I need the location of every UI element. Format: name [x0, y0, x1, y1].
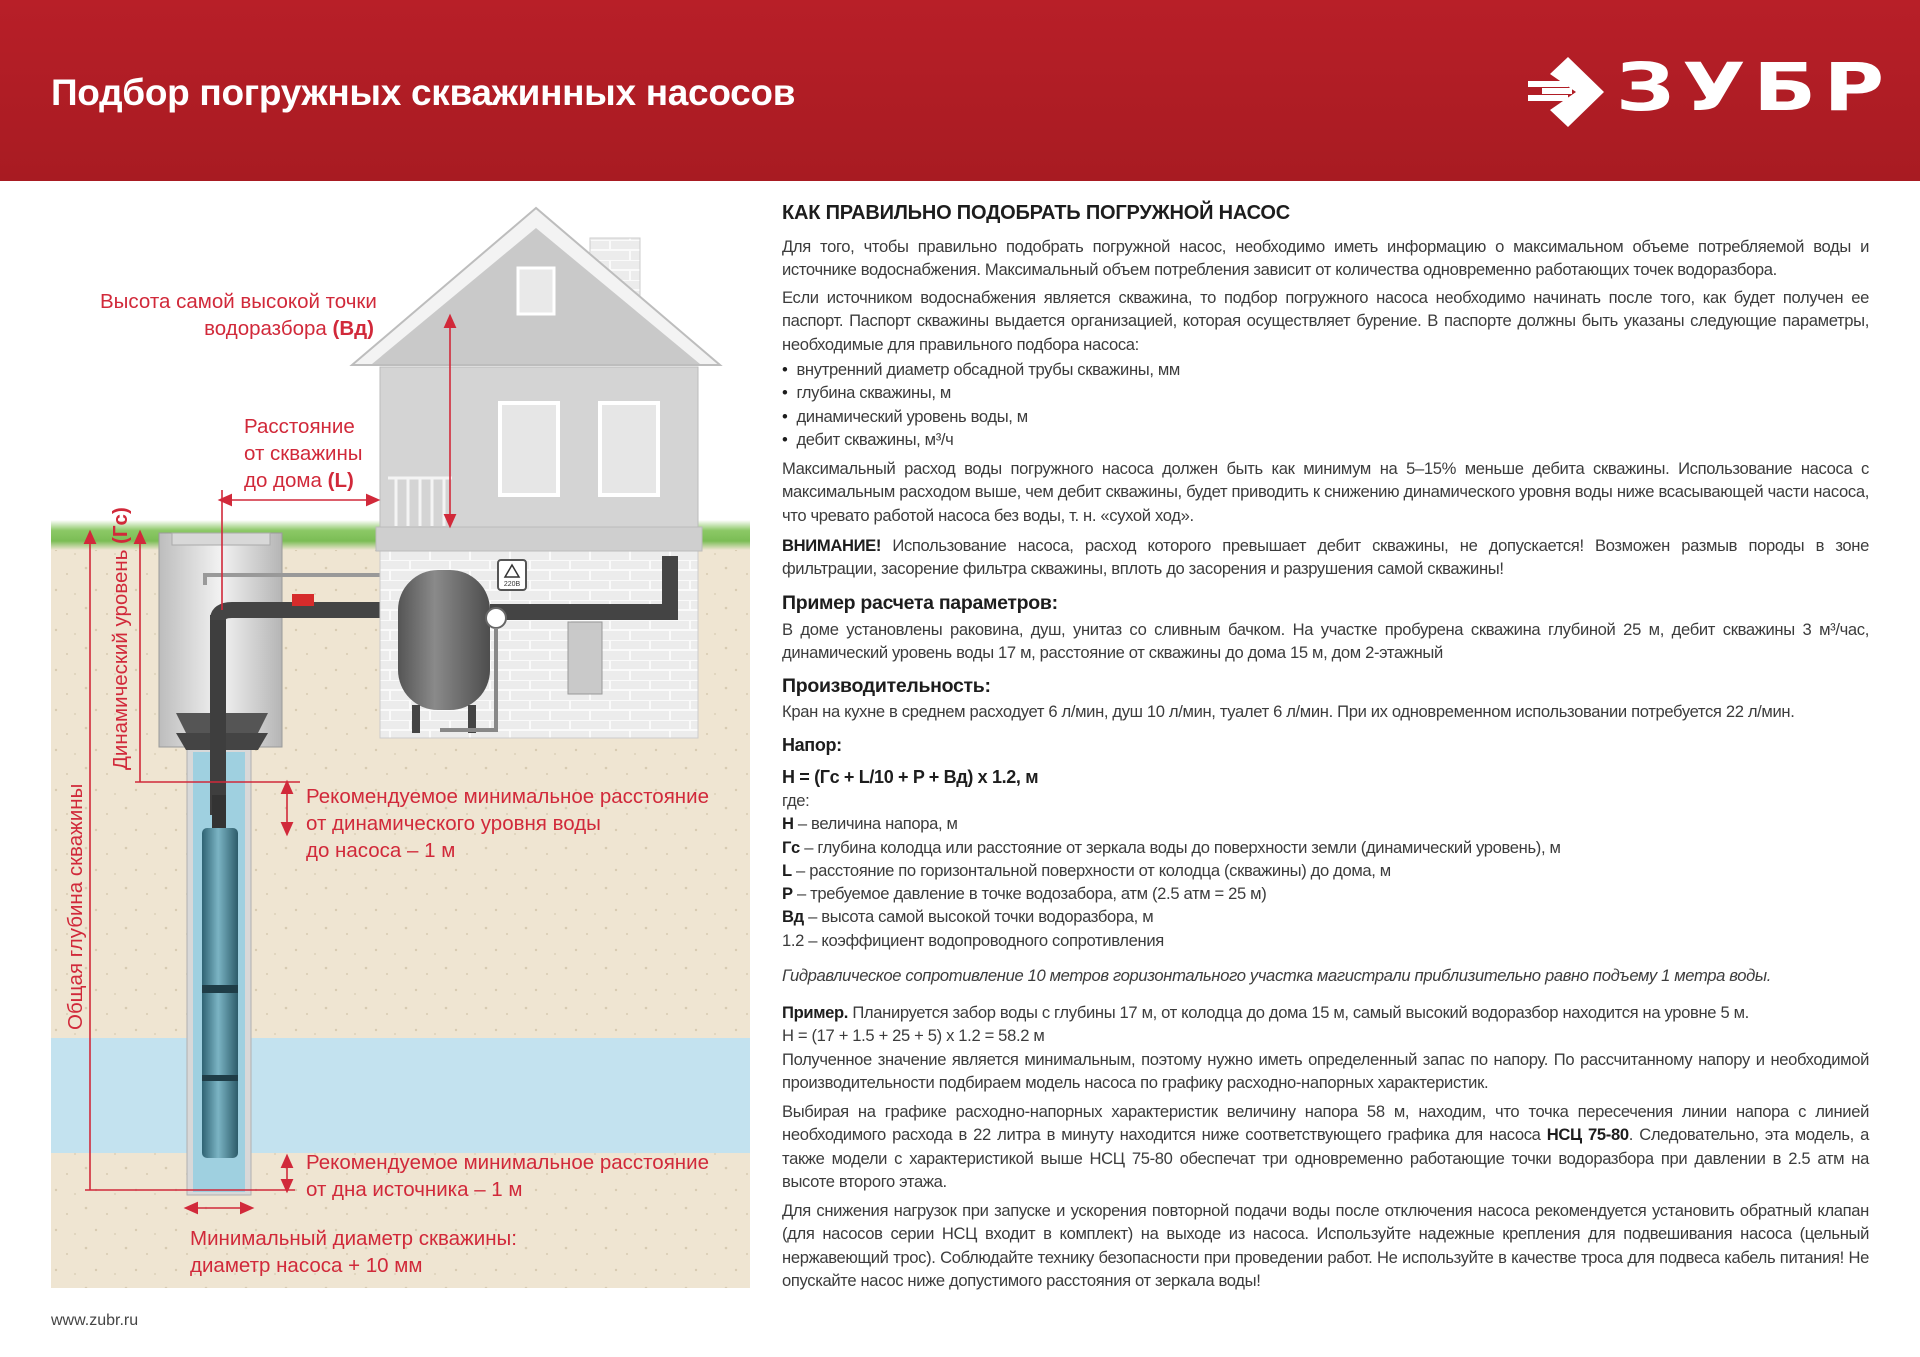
formula-definitions [782, 789, 1869, 952]
logo-text: ЗУБР [1616, 49, 1892, 126]
list-item: • динамический уровень воды, м [782, 405, 1869, 428]
vd-label-line1: Высота самой высокой точки [100, 290, 377, 313]
l-label [244, 413, 363, 494]
head-heading: Напор: [782, 735, 842, 755]
website-link[interactable]: www.zubr.ru [51, 1312, 139, 1329]
vd-label [100, 288, 377, 342]
total-depth-label: Общая глубина скважины [64, 783, 87, 1030]
definition-item: 1.2 – коэффициент водопроводного сопротивления [782, 930, 1164, 950]
riser-pipe [210, 615, 226, 815]
water-filter [568, 622, 602, 694]
head-formula: H = (Гс + L/10 + P + Вд) x 1.2, м [782, 767, 1039, 787]
window [500, 403, 558, 495]
house-foundation [376, 527, 702, 551]
list-item: • внутренний диаметр обсадной трубы скважины, мм [782, 358, 1869, 381]
performance-heading: Производительность: [782, 675, 991, 697]
safety-paragraph: Для снижения нагрузок при запуске и ускорения повторной подачи воды после отключения насоса рекомендуется установить обратный клапан (для насосов серии НСЦ входит в комплект) на выходе из насоса. Используйте надежные крепления для подвешивания насоса (цельный нержавеющий трос). Соблюдайте технику безопасности при проведении работ. Не используйте в качестве троса для подвеса кабель питания! Не опускайте насос ниже допустимого расстояния от зеркала воды! [782, 1201, 1869, 1290]
definition-item: H – величина напора, м [782, 814, 958, 834]
min-distance-bottom-label: Рекомендуемое минимальное расстояние от дна источника – 1 м [306, 1151, 709, 1201]
vd-label-line2: водоразбора (Вд) [204, 317, 374, 340]
example-paragraph: В доме установлены раковина, душ, унитаз со сливным бачком. На участке пробурена скважина глубиной 25 м, дебит скважины 3 м³/час, динамический уровень воды 17 м, расстояние от скважины до дома 15 м, дом 2-этажный [782, 620, 1869, 663]
hydraulic-note: Гидравлическое сопротивление 10 метров горизонтального участка магистрали приблизительно равно подъему 1 метра воды. [782, 966, 1772, 985]
l-label-line1: Расстояние [244, 415, 355, 438]
pressure-gauge-icon [486, 608, 506, 628]
water-layer [51, 1038, 750, 1153]
calculation-example: Пример. Планируется забор воды с глубины 17 м, от колодца до дома 15 м, самый высокий водоразбор находится на уровне 5 м. H = (17 + 1.5 + 25 + 5) x 1.2 = 58.2 м Полученное значение является минимальным, поэтому нужно иметь определенный запас по напору. По рассчитанному напору и необходимой производительности подбираем модель насоса по графику расходно-напорных характеристик. [782, 1003, 1869, 1092]
definition-item: L – расстояние по горизонтальной поверхности от колодца (скважины) до дома, м [782, 860, 1391, 880]
l-label-line2: от скважины [244, 442, 363, 465]
performance-paragraph: Кран на кухне в среднем расходует 6 л/мин, душ 10 л/мин, туалет 6 л/мин. При их одновременном использовании потребуется 22 л/мин. [782, 702, 1795, 721]
example-heading: Пример расчета параметров: [782, 592, 1058, 614]
list-item: • дебит скважины, м³/ч [782, 428, 1869, 451]
section-heading: КАК ПРАВИЛЬНО ПОДОБРАТЬ ПОГРУЖНОЙ НАСОС [782, 202, 1290, 224]
valve-icon [292, 594, 314, 606]
model-selection-paragraph: Выбирая на графике расходно-напорных характеристик величину напора 58 м, находим, что точка пересечения линии напора с линией необходимого расхода в 22 литра в минуту находится ниже соответствующего графика для насоса НСЦ 75-80. Следовательно, эта модель, а также модели с характеристикой выше НСЦ 75-80 обеспечат три одновременно работающие точки водоразбора при давлении в 2.5 атм на высоте второго этажа. [782, 1102, 1869, 1191]
page-title: Подбор погружных скважинных насосов [51, 72, 796, 113]
min-diameter-label: Минимальный диаметр скважины: диаметр насоса + 10 мм [190, 1227, 517, 1277]
definition-item: Гс – глубина колодца или расстояние от зеркала воды до поверхности земли (динамический уровень), м [782, 837, 1561, 857]
definition-item: Вд – высота самой высокой точки водоразбора, м [782, 907, 1154, 927]
l-label-line3: до дома (L) [244, 469, 354, 492]
gs-label: Динамический уровень (Гс) [109, 507, 132, 770]
pressure-tank [398, 570, 490, 710]
min-distance-dynamic-label: Рекомендуемое минимальное расстояние от динамического уровня воды до насоса – 1 м [306, 785, 709, 862]
passport-paragraph: Если источником водоснабжения является скважина, то подбор погружного насоса необходимо начинать после того, как будет получен ее паспорт. Паспорт скважины выдается организацией, которая осуществляет бурение. В паспорте должны быть указаны следующие параметры, необходимые для правильного подбора насоса: [782, 288, 1869, 354]
passport-parameter-list [782, 358, 1869, 451]
intro-paragraph: Для того, чтобы правильно подобрать погружной насос, необходимо иметь информацию о максимальном объеме потребляемой воды и источнике водоснабжения. Максимальный объем потребления зависит от количества одновременно работающих точек водоразбора. [782, 237, 1869, 280]
flow-paragraph: Максимальный расход воды погружного насоса должен быть как минимум на 5–15% меньше дебита скважины. Использование насоса с максимальным расходом выше, чем дебит скважины, будет приводить к снижению динамического уровня воды ниже всасывающей части насоса, что чревато работой насоса без воды, т. н. «сухой ход». [782, 459, 1869, 525]
calculation-result: H = (17 + 1.5 + 25 + 5) x 1.2 = 58.2 м [782, 1026, 1045, 1046]
list-item: • глубина скважины, м [782, 381, 1869, 404]
where-label: где: [782, 791, 810, 810]
electric-sign-label: 220В [503, 581, 521, 588]
definition-item: P – требуемое давление в точке водозабора, атм (2.5 атм = 25 м) [782, 884, 1267, 904]
warning-paragraph: ВНИМАНИЕ! Использование насоса, расход которого превышает дебит скважины, не допускается! Возможен размыв породы в зоне фильтрации, засорение фильтра скважины, вплоть до засорения и разрушения самой скважины! [782, 536, 1869, 579]
window [600, 403, 658, 495]
